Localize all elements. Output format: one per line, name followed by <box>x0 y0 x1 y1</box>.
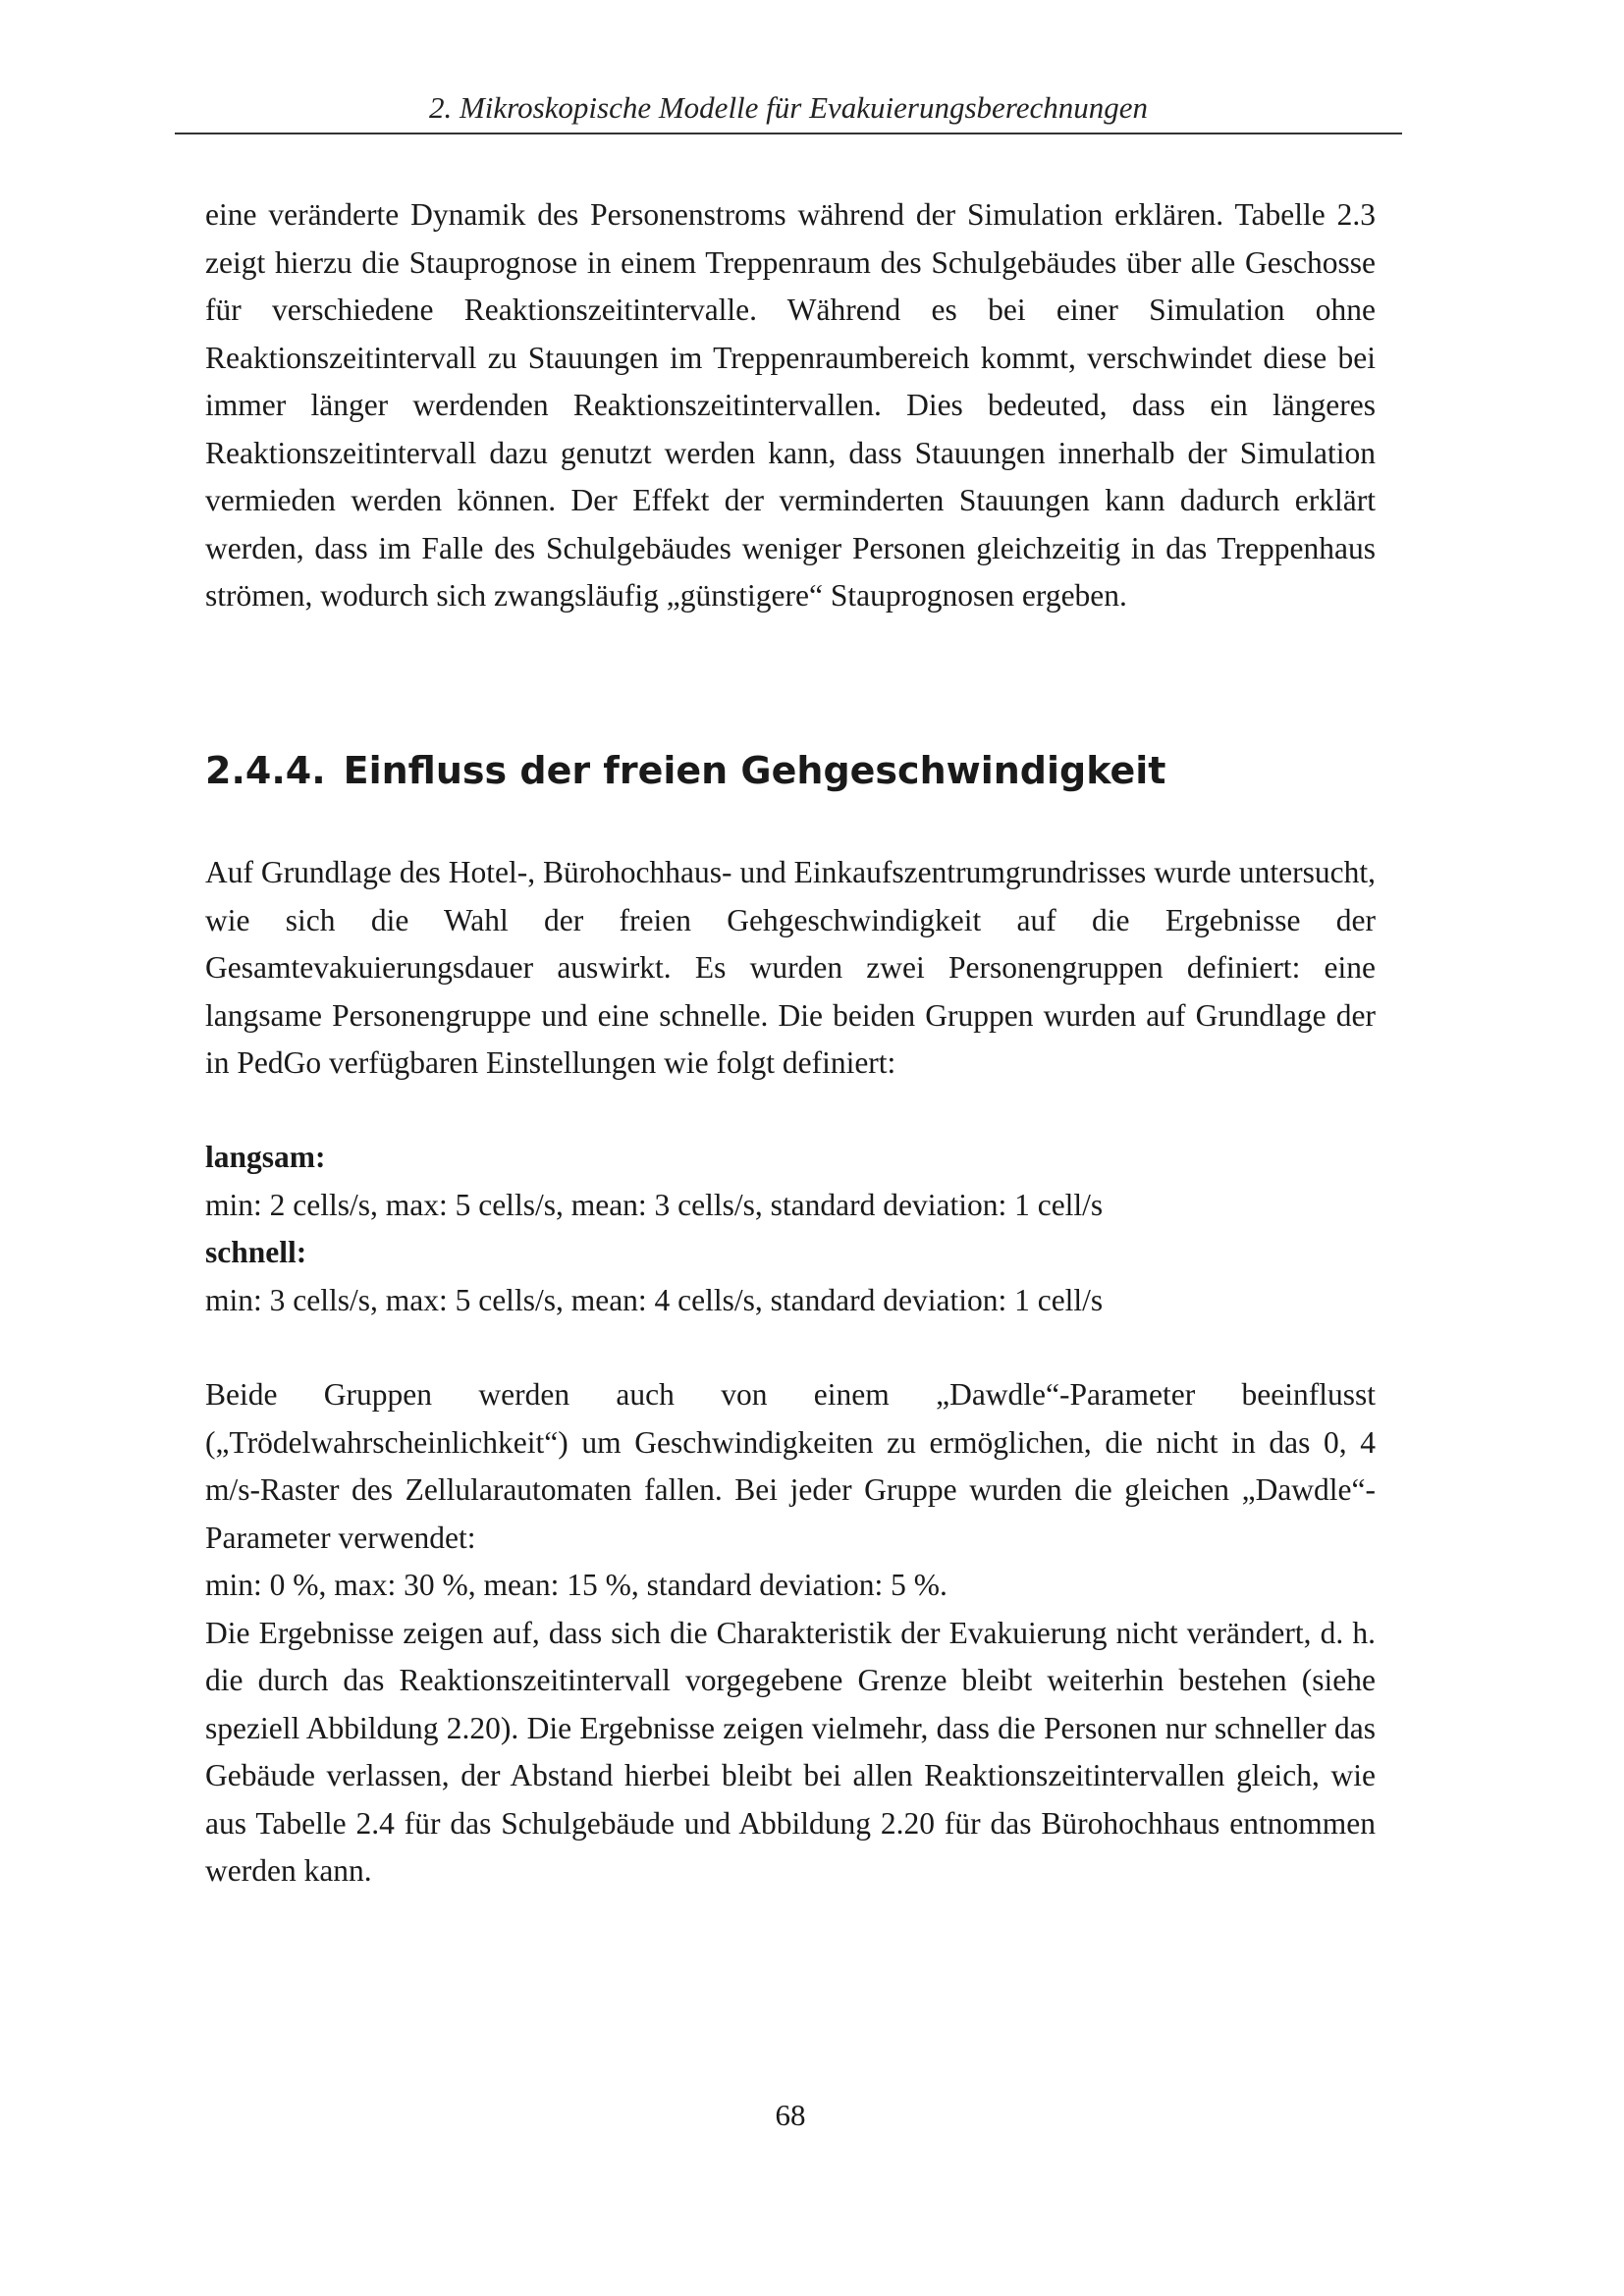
paragraph-dawdle <box>205 1371 1376 1896</box>
group-values-fast: min: 3 cells/s, max: 5 cells/s, mean: 4 cells/s, standard deviation: 1 cell/s <box>205 1282 1104 1317</box>
header-rule <box>175 133 1402 134</box>
section-title: Einfluss der freien Gehgeschwindigkeit <box>343 749 1166 792</box>
group-label-fast: schnell: <box>205 1235 307 1269</box>
dawdle-intro-text: Beide Gruppen werden auch von einem „Dawdle“-Parameter beeinflusst („Trödelwahrscheinlichkeit“) um Geschwindigkeiten zu ermöglichen, die nicht in das 0, 4 m/s-Raster des Zellularautomaten fallen. Bei jeder Gruppe wurden die gleichen „Dawdle“-Parameter verwendet: <box>205 1377 1376 1555</box>
running-header: 2. Mikroskopische Modelle für Evakuierungsberechnungen <box>428 90 1149 125</box>
paragraph-reaction-time <box>205 191 1376 620</box>
paragraph-text: eine veränderte Dynamik des Personenstroms während der Simulation erklären. Tabelle 2.3 zeigt hierzu die Stauprognose in einem Treppenraum des Schulgebäudes über alle Geschosse für verschiedene Reaktionszeitintervalle. Während es bei einer Simulation ohne Reaktionszeitintervall zu Stauungen im Treppenraumbereich kommt, verschwindet diese bei immer länger werdenden Reaktionszeitintervallen. Dies bedeuted, dass ein längeres Reaktionszeitintervall dazu genutzt werden kann, dass Stauungen innerhalb der Simulation vermieden werden können. Der Effekt der verminderten Stauungen kann dadurch erklärt werden, dass im Falle des Schulgebäudes weniger Personen gleichzeitig in das Treppenhaus strömen, wodurch sich zwangsläufig „günstigere“ Stauprognosen ergeben. <box>205 197 1376 613</box>
group-label-slow: langsam: <box>205 1140 326 1174</box>
section-number: 2.4.4. <box>205 749 326 792</box>
results-text: Die Ergebnisse zeigen auf, dass sich die Charakteristik der Evakuierung nicht verändert, d. h. die durch das Reaktionszeitintervall vorgegebene Grenze bleibt weiterhin bestehen (siehe speziell Abbildung 2.20). Die Ergebnisse zeigen vielmehr, dass die Personen nur schneller das Gebäude verlassen, der Abstand hierbei bleibt bei allen Reaktionszeitintervallen gleich, wie aus Tabelle 2.4 für das Schulgebäude und Abbildung 2.20 für das Bürohochhaus entnommen werden kann. <box>205 1615 1376 1888</box>
speed-groups <box>205 1134 1376 1324</box>
page-number: 68 <box>775 2098 806 2132</box>
group-values-slow: min: 2 cells/s, max: 5 cells/s, mean: 3 cells/s, standard deviation: 1 cell/s <box>205 1187 1104 1222</box>
section-heading <box>205 746 1376 795</box>
dawdle-values: min: 0 %, max: 30 %, mean: 15 %, standard deviation: 5 %. <box>205 1568 947 1602</box>
paragraph-walking-speed <box>205 849 1376 1088</box>
paragraph-text: Auf Grundlage des Hotel-, Bürohochhaus- und Einkaufszentrumgrundrisses wurde untersucht, wie sich die Wahl der freien Gehgeschwindigkeit auf die Ergebnisse der Gesamtevakuierungsdauer auswirkt. Es wurden zwei Personengruppen definiert: eine langsame Personengruppe und eine schnelle. Die beiden Gruppen wurden auf Grundlage der in PedGo verfügbaren Einstellungen wie folgt definiert: <box>205 855 1376 1080</box>
